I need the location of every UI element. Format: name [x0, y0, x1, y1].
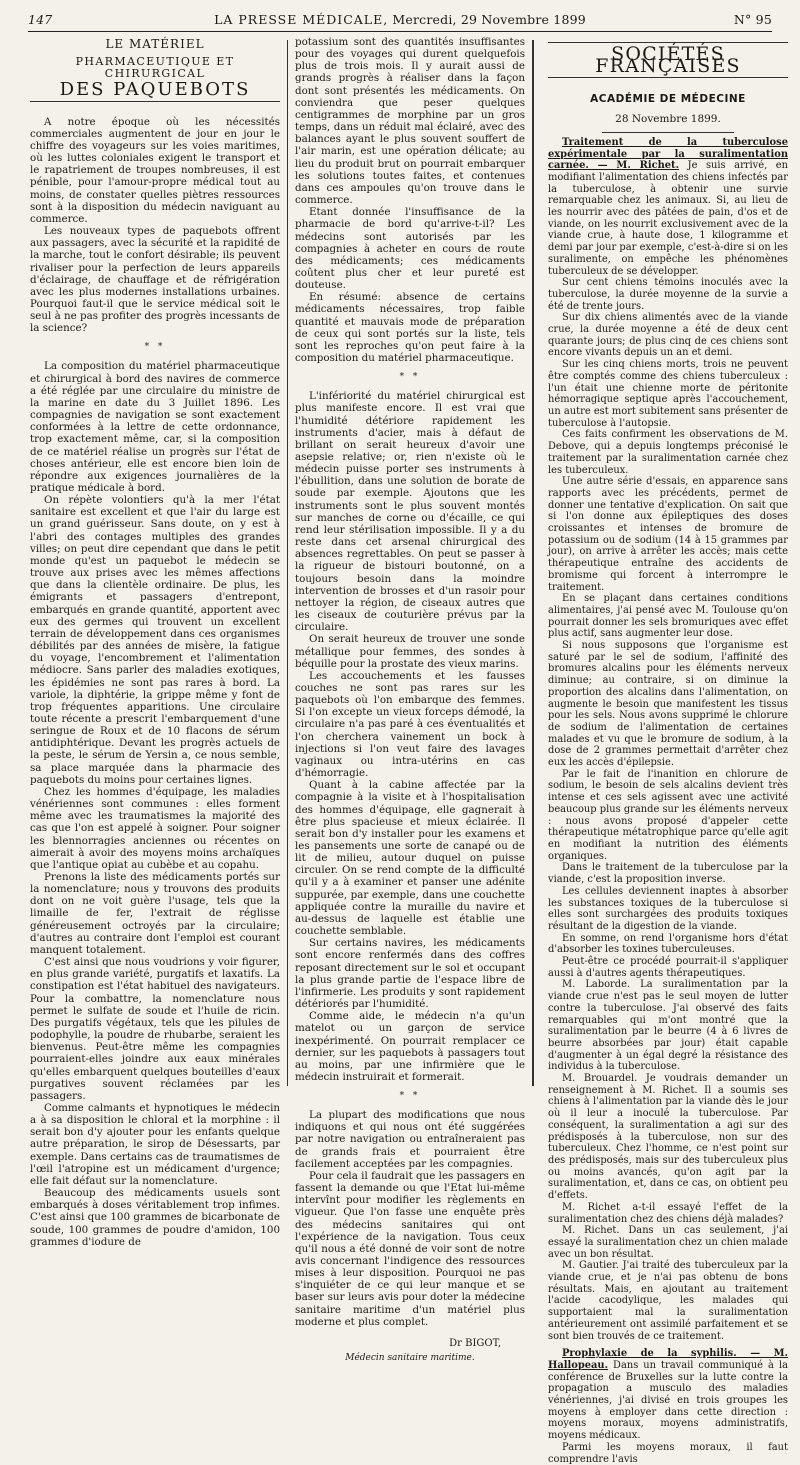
- issue-date: Mercredi, 29 Novembre 1899: [392, 12, 586, 27]
- society-reports-column: [548, 36, 788, 1465]
- article-title-line-2: PHARMACEUTIQUE ET CHIRURGICAL: [75, 55, 235, 81]
- article-title-line-3: DES PAQUEBOTS: [30, 84, 280, 101]
- section-separator: * *: [144, 342, 166, 353]
- report-paragraph: [548, 1348, 788, 1442]
- section-separator: * *: [399, 372, 421, 383]
- paragraph: Les nouveaux types de paquebots offrent aux passagers, avec la sécurité et la rapidité de la marche, tout le confort désirable; ils peuvent rivaliser pour la perfection de leurs appareils d'éclairage, de chauffage et de réfrigération avec les plus modernes installations urbaines. Pourquoi faut-il que le service médical soit le seul à ne pas profiter des progrès incessants de la science?: [30, 225, 280, 335]
- paragraph: Si nous supposons que l'organisme est saturé par le sel de sodium, l'affinité des bromures alcalins pour les éléments nerveux diminue; au contraire, si on diminue la proportion des alcalins dans l'alimentation, on augmente le besoin que manifestent les tissus pour les sels. Nous avons supprimé le chlorure de sodium de l'alimentation de certaines malades et vu que le bromure de sodium, à la dose de 2 grammes permettait d'arrêter chez eux les accès d'épilepsie.: [548, 640, 788, 769]
- paragraph: Quant à la cabine affectée par la compagnie à la visite et à l'hospitalisation des hommes d'équipage, elle gagnerait à être plus spacieuse et mieux éclairée. Il serait bon d'y installer pour les examens et les pansements une sorte de canapé ou de lit de milieu, autour duquel on puisse circuler. On se rend compte de la difficulté qu'il y a à examiner et panser une adénite suppurée, par exemple, dans une couchette appliquée contre la muraille du navire et au-dessus de laquelle est établie une couchette semblable.: [295, 779, 525, 938]
- article-column-2: [295, 36, 525, 1364]
- report-text: Dans un travail communiqué à la conférence de Bruxelles sur la lutte contre la propagation a musculo des maladies vénériennes, j'ai divisé en trois groupes les moyens à employer dans cette direction : moyens moraux, moyens administratifs, moyens médicaux.: [548, 1359, 788, 1442]
- masthead: LA PRESSE MÉDICALE,: [214, 12, 389, 27]
- paragraph: M. Brouardel. Je voudrais demander un renseignement à M. Richet. Il a soumis ses chiens à l'alimentation par la viande dès le jour où il leur a inoculé la tuberculose. Par conséquent, la suralimentation a agi sur des prédisposés à la tuberculose, non sur des tuberculeux. Chez l'homme, ce n'est point sur des prédisposés, mais sur des tuberculeux plus ou moins avancés, qu'on agit par la suralimentation, et, dans ce cas, on obtient peu d'effets.: [548, 1073, 788, 1202]
- paragraph: On répète volontiers qu'à la mer l'état sanitaire est excellent et que l'air du large est un grand guérisseur. Sans doute, on y est à l'abri des contages multiples des grandes villes; on peut dire cependant que dans le petit monde qu'est un paquebot le médecin se trouve aux prises avec les mêmes affections que dans la clientèle ordinaire. De plus, les émigrants et passagers d'entrepont, embarqués en grande quantité, apportent avec eux des germes qui trouvent un excellent terrain de développement dans ces organismes débilités par des années de misère, la fatigue du voyage, l'encombrement et l'alimentation médiocre. Sans parler des maladies exotiques, les épidémies ne sont pas rares à bord. La variole, la diphtérie, la grippe même y font de trop fréquentes apparitions. Une circulaire toute récente a prescrit l'embarquement d'une seringue de Roux et de 10 flacons de sérum antidiphtérique. Devant les progrès actuels de la peste, le sérum de Yersin a, ce nous semble, sa place marquée dans la pharmacie des paquebots du moins pour certaines lignes.: [30, 494, 280, 786]
- paragraph: Sur cent chiens témoins inoculés avec la tuberculose, la durée moyenne de la survie a été de trente jours.: [548, 277, 788, 312]
- paragraph: M. Laborde. La suralimentation par la viande crue n'est pas le seul moyen de lutter contre la tuberculose. J'ai observé des faits remarquables qui m'ont montré que la suralimentation par le beurre (4 à 6 livres de beurre absorbées par jour) était capable d'augmenter à un égal degré la résistance des individus à la tuberculose.: [548, 979, 788, 1073]
- issue-number: N° 95: [733, 12, 772, 27]
- session-date: 28 Novembre 1899.: [615, 113, 721, 126]
- paragraph: La plupart des modifications que nous indiquons et qui nous ont été suggérées par notre navigation ou entraîneraient pas de grands frais et pourraient être facilement acceptées par les compagnies.: [295, 1109, 525, 1170]
- paragraph: En résumé: absence de certains médicaments nécessaires, trop faible quantité et mauvais mode de préparation de ceux qui sont portés sur la liste, tels sont les reproches qu'on peut faire à la composition du matériel pharmaceutique.: [295, 291, 525, 365]
- author-signature: Dr BIGOT,: [449, 1337, 501, 1349]
- paragraph: Chez les hommes d'équipage, les maladies vénériennes sont communes : elles forment même avec les traumatismes la majorité des cas que l'on est appelé à soigner. Pour soigner les blennorragies anciennes ou récentes on aimerait à avoir des moyens moins archaïques que l'antique opiat au cubèbe et au copahu.: [30, 785, 280, 871]
- page-number: 147: [28, 12, 53, 27]
- paragraph: Prenons la liste des médicaments portés sur la nomenclature; nous y trouvons des produits dont on ne voit guère l'usage, tels que la limaille de fer, l'extrait de réglisse généreusement octroyés par la circulaire; d'autres au contraire dont l'emploi est courant manquent totalement.: [30, 871, 280, 956]
- report-heading: Traitement de la tuberculose expérimentale par la suralimentation carnée. — M. Richet.: [548, 136, 788, 172]
- section-subtitle: ACADÉMIE DE MÉDECINE: [590, 93, 746, 106]
- paragraph: A notre époque où les nécessités commerciales augmentent de jour en jour le chiffre des voyageurs sur les voies maritimes, où les luttes coloniales exigent le transport et le rapatriement de troupes nombreuses, il est pénible, pour l'amour-propre médical tout au moins, de constater quelles piètres ressources sont à la disposition du médecin naviguant au commerce.: [30, 115, 280, 225]
- section-title: SOCIÉTÉS FRANÇAISES: [548, 42, 788, 78]
- paragraph: On serait heureux de trouver une sonde métallique pour femmes, des sondes à béquille pour la prostate des vieux marins.: [295, 633, 525, 670]
- paragraph: Sur les cinq chiens morts, trois ne peuvent être comptés comme des chiens tuberculeux : l'un était une chienne morte de péritonite hémorragique septique après l'accouchement, un autre est mort subitement sans présenter de tuberculose à l'autopsie.: [548, 359, 788, 429]
- paragraph: Les accouchements et les fausses couches ne sont pas rares sur les paquebots où l'on embarque des femmes. Si l'on excepte un vieux forceps démodé, la circulaire n'a pas paré à ces éventualités et l'on cherchera vainement un bock à injections si l'on veut faire des lavages vaginaux ou intra-utérins en cas d'hémorragie.: [295, 669, 525, 780]
- article-title-line-1: LE MATÉRIEL: [105, 37, 205, 51]
- paragraph: Comme calmants et hypnotiques le médecin a à sa disposition le chloral et la morphine : il serait bon d'y ajouter pour les enfants quelque autre préparation, le sirop de Désessarts, par exemple. Dans certains cas de traumatismes de l'œil l'atropine est un médicament d'urgence; elle fait défaut sur la nomenclature.: [30, 1101, 280, 1187]
- paragraph: Dans le traitement de la tuberculose par la viande, c'est la proposition inverse.: [548, 862, 788, 886]
- paragraph: La composition du matériel pharmaceutique et chirurgical à bord des navires de commerce a été réglée par une circulaire du ministre de la marine en date du 3 Juillet 1896. Les compagnies de navigation se sont exactement conformées à la lettre de cette ordonnance, trop exactement même, car, si la composition de ce matériel réalise un progrès sur l'état de choses antérieur, elle est encore bien loin de répondre aux exigences journalières de la pratique médicale à bord.: [30, 360, 280, 494]
- section-separator: * *: [399, 1091, 421, 1102]
- paragraph: L'infériorité du matériel chirurgical est plus manifeste encore. Il est vrai que l'humidité détériore rapidement les instruments d'acier, mais à défaut de brillant on serait heureux d'avoir une asepsie relative; or, rien n'existe où le médecin puisse porter ses instruments à l'ébullition, dans une solution de borate de soude par exemple. Ajoutons que les instruments sont le plus souvent montés sur manches de corne ou d'écaille, ce qui rend leur stérilisation impossible. Il y a du reste dans cet arsenal chirurgical des absences regrettables. On peut se passer à la rigueur de bistouri boutonné, on a toujours besoin dans la moindre intervention de brosses et d'un rasoir pour nettoyer la région, de ciseaux autres que les ciseaux de couturière prévus par la circulaire.: [295, 390, 525, 634]
- paragraph: Sur dix chiens alimentés avec de la viande crue, la durée moyenne a été de deux cent quarante jours; de plus cinq de ces chiens sont encore vivants depuis un an et demi.: [548, 312, 788, 359]
- paragraph: Comme aide, le médecin n'a qu'un matelot ou un garçon de service inexpérimenté. On pourrait remplacer ce dernier, sur les paquebots à passagers tout au moins, par une infirmière que le médecin instruirait et formerait.: [295, 1010, 525, 1083]
- paragraph: Peut-être ce procédé pourrait-il s'appliquer aussi à d'autres agents thérapeutiques.: [548, 956, 788, 979]
- paragraph: En somme, on rend l'organisme hors d'état d'absorber les toxines tuberculeuses.: [548, 932, 788, 956]
- report-heading: Prophylaxie de la syphilis. — M. Hallopeau.: [548, 1348, 788, 1371]
- paragraph: Etant donnée l'insuffisance de la pharmacie de bord qu'arrive-t-il? Les médecins sont autorisés par les compagnies à acheter en cours de route des médicaments; ces médicaments coûtent plus cher et leur pureté est douteuse.: [295, 206, 525, 292]
- paragraph: potassium sont des quantités insuffisantes pour des voyages qui durent quelquefois plus de trois mois. Il y aurait aussi de grands progrès à réaliser dans la façon dont sont présentés les médicaments. On conviendra que peser quelques centigrammes de morphine par un gros temps, dans un réduit mal éclairé, avec des balances ayant le plus souvent souffert de l'air marin, est une opération délicate; au lieu du produit brut on pourrait embarquer les solutions toutes faites, et contenues dans ces ampoules qu'on trouve dans le commerce.: [295, 36, 525, 207]
- paragraph: M. Richet a-t-il essayé l'effet de la suralimentation chez des chiens déjà malades?: [548, 1201, 788, 1225]
- paragraph: M. Richet. Dans un cas seulement, j'ai essayé la suralimentation chez un chien malade avec un bon résultat.: [548, 1225, 788, 1260]
- article-column-1: [30, 36, 280, 1248]
- masthead-line: [28, 12, 772, 27]
- paragraph: Sur certains navires, les médicaments sont encore renfermés dans des coffres reposant directement sur le sol et occupant la plus grande partie de l'espace libre de l'infirmerie. Les produits y sont rapidement détériorés par l'humidité.: [295, 937, 525, 1011]
- author-role: Médecin sanitaire maritime.: [345, 1353, 475, 1364]
- paragraph: Parmi les moyens moraux, il faut comprendre l'avis: [548, 1441, 788, 1465]
- paragraph: C'est ainsi que nous voudrions y voir figurer, en plus grande variété, purgatifs et laxatifs. La constipation est l'état habituel des navigateurs. Pour la combattre, la nomenclature nous permet le sulfate de soude et l'huile de ricin. Des purgatifs végétaux, tels que les pilules de podophylle, la poudre de rhubarbe, seraient les bienvenus. Peut-être même les compagnies pourraient-elles joindre aux eaux minérales qu'elles embarquent quelques bouteilles d'eaux purgatives souvent réclamées par les passagers.: [30, 956, 280, 1102]
- paragraph: Ces faits confirment les observations de M. Debove, qui a depuis longtemps préconisé le traitement par la suralimentation carnée chez les tuberculeux.: [548, 429, 788, 476]
- paragraph: M. Gautier. J'ai traité des tuberculeux par la viande crue, et je n'ai pas obtenu de bons résultats. Mais, en ajoutant au traitement l'acide cacodylique, les malades qui supportaient mal la suralimentation antérieurement ont assimilé parfaitement et se sont bien trouvés de ce traitement.: [548, 1260, 788, 1342]
- column-rule: [532, 40, 534, 1086]
- paragraph: Pour cela il faudrait que les passagers en fassent la demande ou que l'Etat lui-même intervînt pour modifier les règlements en vigueur. Que l'on fasse une enquête près des médecins sanitaires qui ont l'expérience de la navigation. Tous ceux qu'il nous a été donné de voir sont de notre avis concernant l'indigence des ressources mises à leur disposition. Pourquoi ne pas s'inquiéter de ce qui leur manque et se baser sur leurs avis pour doter la médecine sanitaire maritime d'un matériel plus moderne et plus complet.: [295, 1169, 525, 1328]
- paragraph: En se plaçant dans certaines conditions alimentaires, j'ai pensé avec M. Toulouse qu'on pourrait donner les sels bromuriques avec effet plus actif, sans augmenter leur dose.: [548, 593, 788, 640]
- paragraph: Les cellules deviennent inaptes à absorber les substances toxiques de la tuberculose si elles sont surchargées des produits toxiques résultant de la digestion de la viande.: [548, 885, 788, 932]
- page-header: [28, 9, 772, 32]
- paragraph: Beaucoup des médicaments usuels sont embarqués à doses véritablement trop infimes. C'est ainsi que 100 grammes de bicarbonate de soude, 100 grammes de poudre d'amidon, 100 grammes d'iodure de: [30, 1187, 280, 1248]
- report-text: Je suis arrivé, en modifiant l'alimentation des chiens infectés par la tuberculose, à obtenir une survie remarquable chez les animaux. Si, au lieu de les nourrir avec des pâtées de pain, d'os et de viande, on les nourrit exclusivement avec de la viande crue, à haute dose, 1 kilogramme et demi par jour par exemple, c'est-à-dire si on les suralimente, on empêche les phénomènes tuberculeux de se développer.: [548, 160, 788, 277]
- paragraph: Une autre série d'essais, en apparence sans rapports avec les précédents, permet de donner une tentative d'explication. On sait que si l'on donne aux épileptiques des doses croissantes et intenses de bromure de potassium ou de sodium (14 à 15 grammes par jour), on arrive à arrêter les accès; mais cette thérapeutique entraîne des accidents de bromisme qui forcent à interrompre le traitement.: [548, 476, 788, 593]
- paragraph: Par le fait de l'inanition en chlorure de sodium, le besoin de sels alcalins devient très intense et ces sels agissent avec une activité beaucoup plus grande sur les éléments nerveux : nous avons proposé d'appeler cette thérapeutique métatrophique parce qu'elle agit en modifiant la nutrition des éléments organiques.: [548, 768, 788, 862]
- report-paragraph: [548, 137, 788, 277]
- divider: [602, 132, 734, 133]
- column-rule: [287, 40, 288, 1086]
